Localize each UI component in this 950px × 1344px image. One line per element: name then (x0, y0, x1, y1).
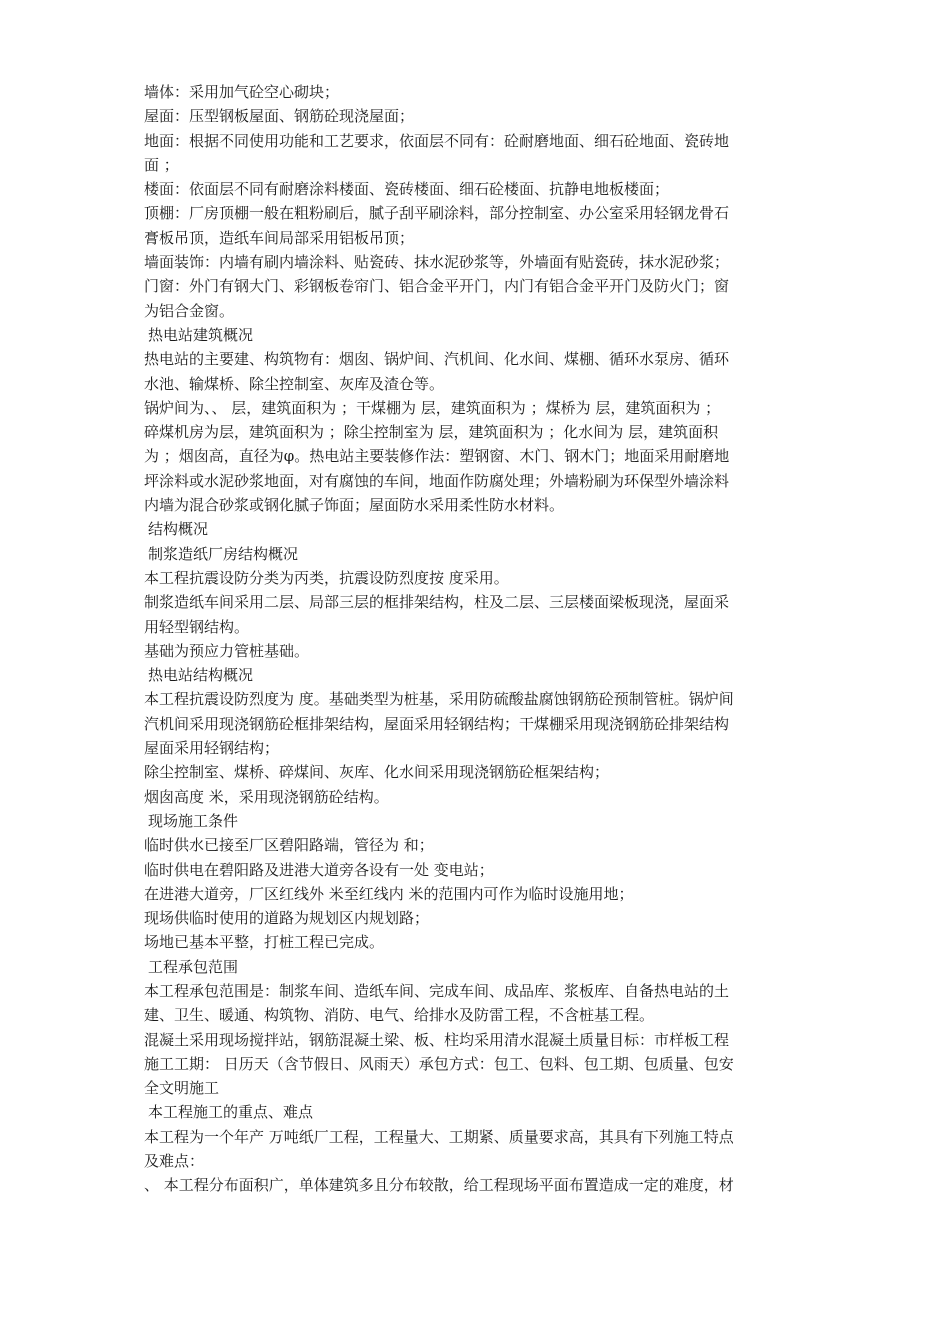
text-line: 热电站的主要建、构筑物有：烟囱、锅炉间、汽机间、化水间、煤棚、循环水泵房、循环 (144, 350, 730, 369)
text-line: 面 ； (144, 155, 179, 174)
text-line: 基础为预应力管桩基础。 (144, 641, 310, 660)
text-line: 坪涂料或水泥砂浆地面，对有腐蚀的车间，地面作防腐处理；外墙粉刷为环保型外墙涂料 (144, 471, 730, 490)
text-line: 及难点： (144, 1152, 205, 1171)
text-line: 碎煤机房为层，建筑面积为 ；除尘控制室为 层，建筑面积为 ；化水间为 层，建筑面积 (144, 423, 719, 442)
text-line: 膏板吊顶，造纸车间局部采用铝板吊顶； (144, 228, 415, 247)
text-line: 全文明施工 (144, 1079, 220, 1098)
text-line: 混凝土采用现场搅拌站，钢筋混凝土梁、板、柱均采用清水混凝土质量目标：市样板工程 (144, 1030, 730, 1049)
text-line: 施工工期： 日历天（含节假日、风雨天）承包方式：包工、包料、包工期、包质量、包安 (144, 1054, 734, 1073)
text-line: 现场供临时使用的道路为规划区内规划路； (144, 909, 430, 928)
text-line: 本工程为一个年产 万吨纸厂工程，工程量大、工期紧、质量要求高，其具有下列施工特点 (144, 1127, 734, 1146)
section-heading: 热电站结构概况 (148, 666, 254, 685)
text-line: 烟囱高度 米，采用现浇钢筋砼结构。 (144, 787, 389, 806)
text-line: 楼面：依面层不同有耐磨涂料楼面、瓷砖楼面、细石砼楼面、抗静电地板楼面； (144, 180, 670, 199)
document-body (144, 80, 814, 1198)
text-line: 本工程抗震设防分类为丙类，抗震设防烈度按 度采用。 (144, 568, 509, 587)
section-heading: 本工程施工的重点、难点 (148, 1103, 314, 1122)
text-line: 建、卫生、暖通、构筑物、消防、电气、给排水及防雷工程，不含桩基工程。 (144, 1006, 655, 1025)
section-heading: 热电站建筑概况 (148, 325, 254, 344)
section-heading: 工程承包范围 (148, 957, 239, 976)
section-heading: 结构概况 (148, 520, 209, 539)
text-line: 、 本工程分布面积广，单体建筑多且分布较散，给工程现场平面布置造成一定的难度，材 (144, 1176, 734, 1195)
text-line: 为 ；烟囱高，直径为φ。热电站主要装修作法：塑钢窗、木门、钢木门；地面采用耐磨地 (144, 447, 730, 466)
text-line: 门窗：外门有钢大门、彩钢板卷帘门、铝合金平开门，内门有铝合金平开门及防火门；窗 (144, 277, 730, 296)
text-line: 锅炉间为、、 层，建筑面积为 ；干煤棚为 层，建筑面积为 ；煤桥为 层，建筑面积为 ； (144, 398, 721, 417)
text-line: 屋面：压型钢板屋面、钢筋砼现浇屋面； (144, 107, 415, 126)
text-line: 墙体：采用加气砼空心砌块； (144, 83, 340, 101)
text-line: 水池、输煤桥、除尘控制室、灰库及渣仓等。 (144, 374, 445, 393)
text-line: 地面：根据不同使用功能和工艺要求，依面层不同有：砼耐磨地面、细石砼地面、瓷砖地 (144, 131, 730, 150)
text-line: 本工程承包范围是：制浆车间、造纸车间、完成车间、成品库、浆板库、自备热电站的土 (144, 981, 730, 1000)
text-line: 在进港大道旁，厂区红线外 米至红线内 米的范围内可作为临时设施用地； (144, 884, 634, 903)
text-line: 临时供水已接至厂区碧阳路端，管径为 和； (144, 836, 434, 855)
text-line: 制浆造纸车间采用二层、局部三层的框排架结构，柱及二层、三层楼面梁板现浇，屋面采 (144, 593, 730, 612)
text-line: 内墙为混合砂浆或钢化腻子饰面；屋面防水采用柔性防水材料。 (144, 496, 565, 515)
text-line: 墙面装饰：内墙有刷内墙涂料、贴瓷砖、抹水泥砂浆等，外墙面有贴瓷砖，抹水泥砂浆； (144, 253, 730, 272)
section-heading: 现场施工条件 (148, 811, 239, 830)
text-line: 汽机间采用现浇钢筋砼框排架结构，屋面采用轻钢结构；干煤棚采用现浇钢筋砼排架结构 (144, 714, 730, 733)
text-line: 本工程抗震设防烈度为 度。基础类型为桩基，采用防硫酸盐腐蚀钢筋砼预制管桩。锅炉间 (144, 690, 734, 709)
text-line: 场地已基本平整，打桩工程已完成。 (144, 933, 385, 952)
text-line: 屋面采用轻钢结构； (144, 739, 280, 758)
text-line: 除尘控制室、煤桥、碎煤间、灰库、化水间采用现浇钢筋砼框架结构； (144, 763, 610, 782)
text-line: 为铝合金窗。 (144, 301, 235, 320)
section-heading: 制浆造纸厂房结构概况 (148, 544, 299, 563)
text-line: 用轻型钢结构。 (144, 617, 250, 636)
text-line: 临时供电在碧阳路及进港大道旁各设有一处 变电站； (144, 860, 494, 879)
text-line: 顶棚：厂房顶棚一般在粗粉刷后，腻子刮平刷涂料，部分控制室、办公室采用轻钢龙骨石 (144, 204, 730, 223)
